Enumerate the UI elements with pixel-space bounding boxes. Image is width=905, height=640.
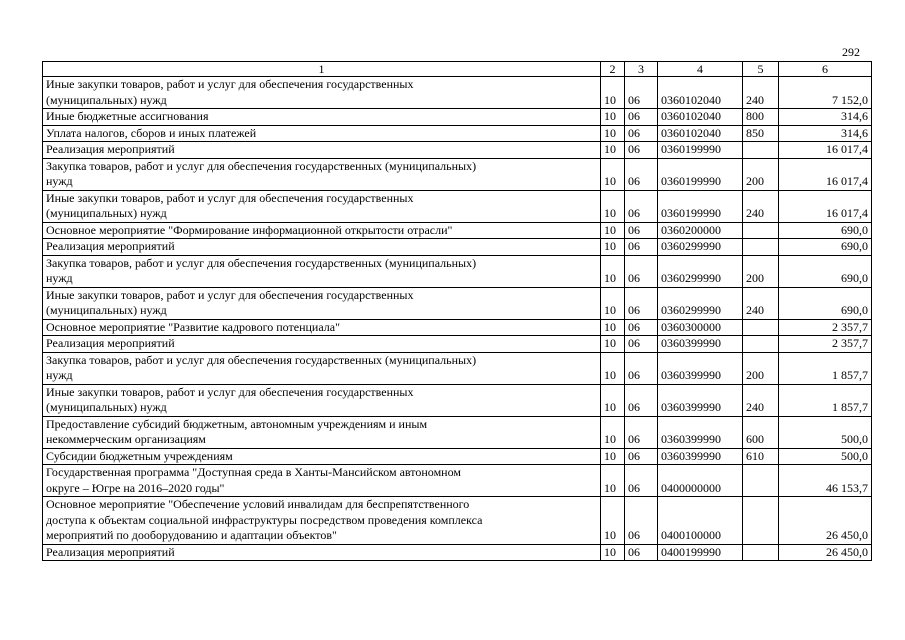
row-name-cell: Основное мероприятие "Обеспечение условий инвалидам для беспрепятственного доступа к объектам социальной инфраструктуры посредством проведения комплекса мероприятий по дооборудованию и адаптации объектов"	[43, 497, 601, 545]
row-amount-cell: 16 017,4	[779, 142, 872, 159]
row-section-cell: 10	[601, 497, 625, 545]
header-col-3: 3	[625, 62, 658, 77]
row-target-code-cell: 0360299990	[658, 255, 743, 287]
row-target-code-cell: 0400000000	[658, 465, 743, 497]
row-amount-cell: 26 450,0	[779, 544, 872, 561]
row-subsection-cell: 06	[625, 287, 658, 319]
row-section-cell: 10	[601, 352, 625, 384]
row-expense-type-cell: 610	[743, 448, 779, 465]
row-amount-cell: 314,6	[779, 109, 872, 126]
row-amount-cell: 46 153,7	[779, 465, 872, 497]
row-target-code-cell: 0360102040	[658, 77, 743, 109]
table-body	[43, 77, 872, 561]
table-row	[43, 319, 872, 336]
row-amount-cell: 500,0	[779, 416, 872, 448]
row-amount-cell: 7 152,0	[779, 77, 872, 109]
row-section-cell: 10	[601, 319, 625, 336]
row-name-cell: Субсидии бюджетным учреждениям	[43, 448, 601, 465]
row-amount-cell: 1 857,7	[779, 352, 872, 384]
row-subsection-cell: 06	[625, 416, 658, 448]
row-section-cell: 10	[601, 239, 625, 256]
table-row	[43, 125, 872, 142]
row-section-cell: 10	[601, 336, 625, 353]
table-row	[43, 239, 872, 256]
row-target-code-cell: 0360399990	[658, 336, 743, 353]
row-subsection-cell: 06	[625, 77, 658, 109]
table-row	[43, 465, 872, 497]
row-expense-type-cell	[743, 142, 779, 159]
row-target-code-cell: 0360199990	[658, 158, 743, 190]
row-name-cell: Иные бюджетные ассигнования	[43, 109, 601, 126]
row-expense-type-cell: 240	[743, 287, 779, 319]
header-col-1: 1	[43, 62, 601, 77]
row-name-cell: Иные закупки товаров, работ и услуг для обеспечения государственных (муниципальных) нужд	[43, 190, 601, 222]
row-subsection-cell: 06	[625, 125, 658, 142]
row-amount-cell: 314,6	[779, 125, 872, 142]
row-name-cell: Основное мероприятие "Развитие кадрового потенциала"	[43, 319, 601, 336]
page-number: 292	[842, 45, 860, 59]
row-subsection-cell: 06	[625, 336, 658, 353]
row-section-cell: 10	[601, 109, 625, 126]
row-subsection-cell: 06	[625, 465, 658, 497]
row-subsection-cell: 06	[625, 142, 658, 159]
row-expense-type-cell: 200	[743, 255, 779, 287]
row-name-cell: Иные закупки товаров, работ и услуг для обеспечения государственных (муниципальных) нужд	[43, 287, 601, 319]
row-section-cell: 10	[601, 384, 625, 416]
row-section-cell: 10	[601, 222, 625, 239]
row-section-cell: 10	[601, 448, 625, 465]
row-expense-type-cell: 200	[743, 352, 779, 384]
row-target-code-cell: 0360102040	[658, 109, 743, 126]
header-col-6: 6	[779, 62, 872, 77]
row-section-cell: 10	[601, 465, 625, 497]
row-name-cell: Закупка товаров, работ и услуг для обеспечения государственных (муниципальных) нужд	[43, 352, 601, 384]
table-row	[43, 255, 872, 287]
row-target-code-cell: 0360399990	[658, 416, 743, 448]
row-amount-cell: 1 857,7	[779, 384, 872, 416]
row-subsection-cell: 06	[625, 158, 658, 190]
table-row	[43, 287, 872, 319]
row-name-cell: Реализация мероприятий	[43, 336, 601, 353]
table-row	[43, 352, 872, 384]
row-target-code-cell: 0360399990	[658, 352, 743, 384]
row-expense-type-cell	[743, 336, 779, 353]
row-target-code-cell: 0360300000	[658, 319, 743, 336]
row-target-code-cell: 0400199990	[658, 544, 743, 561]
row-target-code-cell: 0360399990	[658, 384, 743, 416]
table-row	[43, 544, 872, 561]
table-row	[43, 190, 872, 222]
row-expense-type-cell: 240	[743, 190, 779, 222]
row-expense-type-cell: 240	[743, 77, 779, 109]
row-subsection-cell: 06	[625, 109, 658, 126]
row-amount-cell: 16 017,4	[779, 190, 872, 222]
row-name-cell: Основное мероприятие "Формирование информационной открытости отрасли"	[43, 222, 601, 239]
table-row	[43, 448, 872, 465]
row-expense-type-cell	[743, 544, 779, 561]
row-amount-cell: 500,0	[779, 448, 872, 465]
budget-table	[42, 61, 872, 561]
row-target-code-cell: 0360299990	[658, 239, 743, 256]
row-subsection-cell: 06	[625, 352, 658, 384]
row-section-cell: 10	[601, 125, 625, 142]
header-col-2: 2	[601, 62, 625, 77]
row-amount-cell: 690,0	[779, 287, 872, 319]
row-expense-type-cell: 850	[743, 125, 779, 142]
row-name-cell: Реализация мероприятий	[43, 544, 601, 561]
table-row	[43, 497, 872, 545]
row-target-code-cell: 0360200000	[658, 222, 743, 239]
row-section-cell: 10	[601, 544, 625, 561]
row-expense-type-cell	[743, 465, 779, 497]
row-amount-cell: 26 450,0	[779, 497, 872, 545]
row-target-code-cell: 0360299990	[658, 287, 743, 319]
row-name-cell: Иные закупки товаров, работ и услуг для обеспечения государственных (муниципальных) нужд	[43, 77, 601, 109]
row-section-cell: 10	[601, 287, 625, 319]
row-name-cell: Иные закупки товаров, работ и услуг для обеспечения государственных (муниципальных) нужд	[43, 384, 601, 416]
header-col-4: 4	[658, 62, 743, 77]
row-subsection-cell: 06	[625, 448, 658, 465]
row-target-code-cell: 0360399990	[658, 448, 743, 465]
table-row	[43, 336, 872, 353]
table-row	[43, 109, 872, 126]
row-amount-cell: 690,0	[779, 255, 872, 287]
row-subsection-cell: 06	[625, 255, 658, 287]
table-row	[43, 77, 872, 109]
row-target-code-cell: 0400100000	[658, 497, 743, 545]
table-row	[43, 416, 872, 448]
row-section-cell: 10	[601, 142, 625, 159]
row-section-cell: 10	[601, 416, 625, 448]
table-row	[43, 142, 872, 159]
row-amount-cell: 690,0	[779, 239, 872, 256]
table-row	[43, 158, 872, 190]
row-expense-type-cell	[743, 239, 779, 256]
row-subsection-cell: 06	[625, 190, 658, 222]
row-section-cell: 10	[601, 158, 625, 190]
row-amount-cell: 690,0	[779, 222, 872, 239]
table-row	[43, 222, 872, 239]
row-expense-type-cell	[743, 222, 779, 239]
row-name-cell: Реализация мероприятий	[43, 239, 601, 256]
row-name-cell: Государственная программа "Доступная среда в Ханты-Мансийском автономном округе – Югре на 2016–2020 годы"	[43, 465, 601, 497]
row-section-cell: 10	[601, 77, 625, 109]
row-section-cell: 10	[601, 190, 625, 222]
row-name-cell: Реализация мероприятий	[43, 142, 601, 159]
row-subsection-cell: 06	[625, 222, 658, 239]
row-subsection-cell: 06	[625, 319, 658, 336]
row-expense-type-cell: 800	[743, 109, 779, 126]
row-subsection-cell: 06	[625, 384, 658, 416]
header-col-5: 5	[743, 62, 779, 77]
row-section-cell: 10	[601, 255, 625, 287]
row-name-cell: Закупка товаров, работ и услуг для обеспечения государственных (муниципальных) нужд	[43, 255, 601, 287]
table-header-row	[43, 62, 872, 77]
table-row	[43, 384, 872, 416]
row-target-code-cell: 0360199990	[658, 142, 743, 159]
row-name-cell: Закупка товаров, работ и услуг для обеспечения государственных (муниципальных) нужд	[43, 158, 601, 190]
row-amount-cell: 2 357,7	[779, 336, 872, 353]
row-expense-type-cell	[743, 497, 779, 545]
row-expense-type-cell: 240	[743, 384, 779, 416]
row-expense-type-cell: 200	[743, 158, 779, 190]
row-target-code-cell: 0360199990	[658, 190, 743, 222]
row-expense-type-cell: 600	[743, 416, 779, 448]
row-name-cell: Уплата налогов, сборов и иных платежей	[43, 125, 601, 142]
row-target-code-cell: 0360102040	[658, 125, 743, 142]
row-amount-cell: 16 017,4	[779, 158, 872, 190]
row-subsection-cell: 06	[625, 544, 658, 561]
row-subsection-cell: 06	[625, 497, 658, 545]
row-amount-cell: 2 357,7	[779, 319, 872, 336]
row-expense-type-cell	[743, 319, 779, 336]
row-subsection-cell: 06	[625, 239, 658, 256]
row-name-cell: Предоставление субсидий бюджетным, автономным учреждениям и иным некоммерческим организациям	[43, 416, 601, 448]
